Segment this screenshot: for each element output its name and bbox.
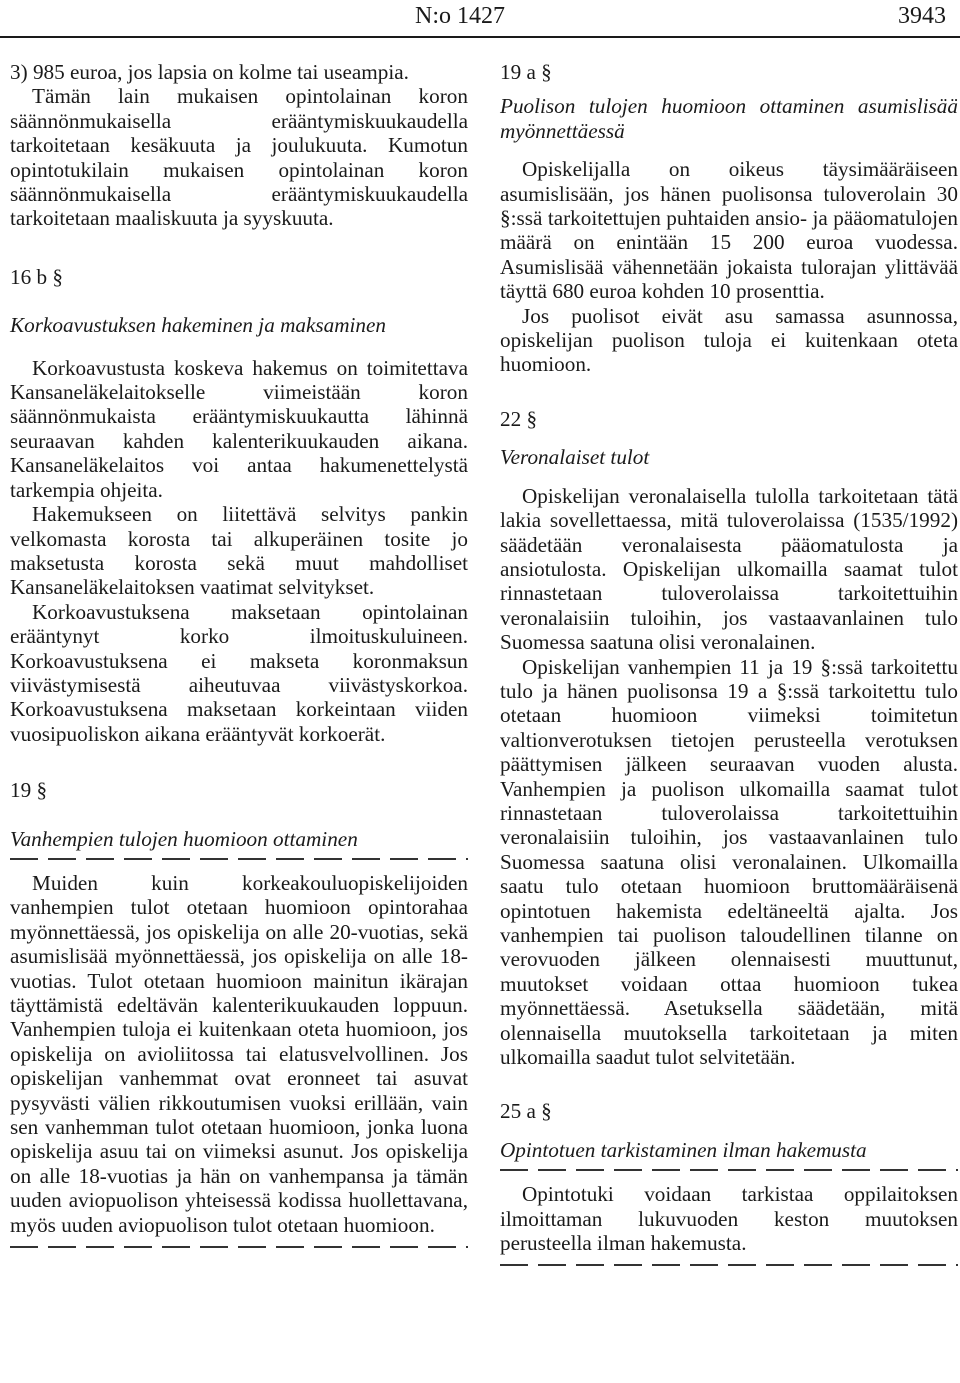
paragraph: Tämän lain mukaisen opintolainan koron säännönmukaisella erääntymiskuukaudella tarkoitetaan kesäkuuta ja joulukuuta. Kumotun opintotukilain mukaisen opintolainan koron säännönmukaisella erääntymiskuukaudella tarkoitetaan maaliskuuta ja syyskuuta.: [10, 84, 468, 231]
section-heading-19: 19 §: [10, 778, 48, 803]
paragraph: Korkoavustusta koskeva hakemus on toimitettava Kansaneläkelaitokselle viimeistään koron säännönmukaista erääntymiskuukautta lähinnä seuraavan kahden kalenterikuukauden aikana. Kansaneläkelaitos voi antaa hakumenettelystä tarkempia ohjeita.: [10, 355, 468, 502]
statute-number: N:o 1427: [415, 3, 505, 29]
paragraph: Opiskelijan veronalaisella tulolla tarkoitetaan tätä lakia sovellettaessa, mitä tuloverolaissa (1535/1992) säädetään veronalaisesta pääomatulosta ja ansiotulosta. Opiskelijan ulkomailla saamat tulot rinnastetaan tuloverolaissa tarkoitettuihin veronalaisiin tuloihin, jos vastaavanlainen tulo Suomessa saatuna olisi veronalainen.: [500, 483, 958, 655]
section-title-22: Veronalaiset tulot: [500, 445, 650, 470]
left-column: [10, 60, 468, 1251]
omission-dashes: [500, 1166, 958, 1174]
paragraph: Opiskelijalla on oikeus täysimääräiseen asumislisään, jos hänen puolisonsa tuloverolain 30 §:ssä tarkoitettujen puhtaiden ansio- ja pääomatulojen määrä on enintään 15 200 euroa vuodessa. Asumislisää vähennetään jokaista tulorajan ylittävää täyttä 680 euroa kohden 10 prosenttia.: [500, 157, 958, 304]
section-heading-16b: 16 b §: [10, 264, 63, 289]
section-title-25a: Opintotuen tarkistaminen ilman hakemusta: [500, 1137, 867, 1162]
omission-dashes: [500, 1261, 958, 1269]
section-title-16b: Korkoavustuksen hakeminen ja maksaminen: [10, 313, 386, 338]
section-heading-22: 22 §: [500, 406, 538, 431]
omission-dashes: [10, 855, 468, 863]
omission-dashes: [10, 1243, 468, 1251]
paragraph: Muiden kuin korkeakouluopiskelijoiden vanhempien tulot otetaan huomioon opintorahaa myönnettäessä, jos opiskelija on alle 20-vuotias, sekä asumislisää myönnettäessä, jos opiskelija on alle 18-vuotias. Tulot otetaan huomioon mainitun ikärajan täyttämistä edeltävän kalenterikuukauden loppuun. Vanhempien tuloja ei kuitenkaan oteta huomioon, jos opiskelija on avioliitossa tai elatusvelvollinen. Jos opiskelijan vanhemmat ovat eronneet tai asuvat pysyvästi välien rikkoutumisen vuoksi erillään, vain sen vanhemman tulot otetaan huomioon, jonka luona opiskelija asuu tai on viimeksi asunut. Jos opiskelija on alle 18-vuotias ja hän on vanhempansa ja tämän uuden aviopuolison yhteisessä kodissa huollettavana, myös uuden aviopuolison tulot otetaan huomioon.: [10, 870, 468, 1237]
paragraph: Opiskelijan vanhempien 11 ja 19 §:ssä tarkoitettu tulo ja hänen puolisonsa 19 a §:ssä tarkoitettu tulo otetaan huomioon viimeksi toimitetun valtionverotuksen tietojen perusteella verotuksen päättymisen jälkeen seuraavan vuoden alusta. Vanhempien ja puolison ulkomailla saamat tulot rinnastetaan tuloverolaissa tarkoitettuihin veronalaisiin tuloihin, jos vastaavanlainen tulo Suomessa saatuna olisi veronalainen. Ulkomailla saatu tulo otetaan huomioon bruttomääräisenä opintotuen hakemista edeltäneeltä ajalta. Jos vanhempien tai puolison taloudellinen tilanne on verovuoden jälkeen olennaisesti muuttunut, muutokset voidaan ottaa huomioon tukea myönnettäessä. Asetuksella säädetään, mitä olennaisella muutoksella tarkoitetaan ja miten ulkomailla saadut tulot selvitetään.: [500, 654, 958, 1070]
header-rule: [0, 36, 960, 38]
paragraph: Jos puolisot eivät asu samassa asunnossa, opiskelijan puolison tuloja ei kuitenkaan oteta huomioon.: [500, 303, 958, 377]
section-heading-25a: 25 a §: [500, 1099, 552, 1124]
paragraph: Hakemukseen on liitettävä selvitys pankin velkomasta korosta tai alkuperäinen tosite jo maksetusta korosta sekä muut mahdolliset Kansaneläkelaitoksen vaatimat selvitykset.: [10, 502, 468, 600]
right-column: [500, 60, 958, 1269]
section-heading-19a: 19 a §: [500, 60, 552, 84]
section-title-19: Vanhempien tulojen huomioon ottaminen: [10, 826, 358, 851]
paragraph: Opintotuki voidaan tarkistaa oppilaitoksen ilmoittaman lukuvuoden keston muutoksen perusteella ilman hakemusta.: [500, 1182, 958, 1256]
paragraph: Korkoavustuksena maksetaan opintolainan erääntynyt korko ilmoituskuluineen. Korkoavustuksena ei makseta koronmaksun viivästymisestä aiheutuvaa viivästyskorkoa. Korkoavustuksena maksetaan korkeintaan viiden vuosipuoliskon aikana erääntyvät korkoerät.: [10, 599, 468, 746]
page-number: 3943: [898, 3, 946, 29]
section-title-19a: Puolison tulojen huomioon ottaminen asumislisää myönnettäessä: [500, 94, 958, 143]
page-header: [0, 0, 960, 36]
list-item-3: 3) 985 euroa, jos lapsia on kolme tai useampia.: [10, 60, 409, 84]
